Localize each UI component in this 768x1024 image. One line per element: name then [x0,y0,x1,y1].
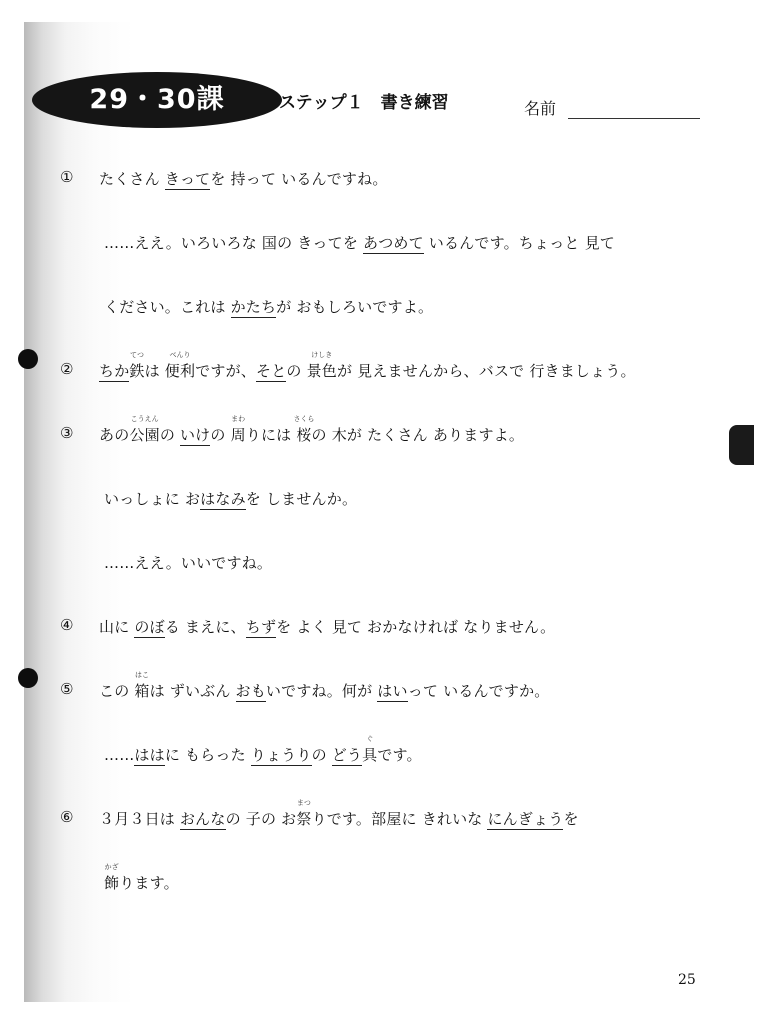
question-number: ① [60,168,74,186]
lesson-title-badge [32,72,282,128]
question-1-line-3 [24,288,754,322]
question-1-line-1 [24,160,754,194]
sentence-text: ……ええ。いいですね。 [104,554,273,572]
sentence-text: ちか鉄 てつ は 便利 べんり ですが、そとの 景色 けしき が 見えませんから、バスで 行きましょう。 [99,351,636,380]
question-number: ⑥ [60,808,74,826]
name-blank-line [568,118,700,119]
sentence-text: この 箱 はこ は ずいぶん おもいですね。何が はいって いるんですか。 [99,671,550,700]
question-3-line-3 [24,544,754,578]
question-6-line-1 [24,800,754,834]
question-3-line-2 [24,480,754,514]
question-number: ③ [60,424,74,442]
sentence-text: 飾 かざ ります。 [104,863,179,892]
question-2-line-1 [24,352,754,386]
sentence-text: いっしょに おはなみを しませんか。 [104,490,358,508]
sentence-text: ……ええ。いろいろな 国の きってを あつめて いるんです。ちょっと 見て [104,234,615,252]
question-number: ④ [60,616,74,634]
name-label: 名前 [524,99,557,118]
question-1-line-2 [24,224,754,258]
sentence-text: ……ははに もらった りょうりの どう具 ぐ です。 [104,735,422,764]
sentence-text: ください。これは かたちが おもしろいですよ。 [104,298,434,316]
question-number: ② [60,360,74,378]
question-5-line-1 [24,672,754,706]
question-5-line-2 [24,736,754,770]
page-number: 25 [678,972,696,988]
sentence-text: 山に のぼる まえに、ちずを よく 見て おかなければ なりません。 [99,618,556,636]
worksheet-page [24,22,754,1002]
lesson-label: 29・30課 [89,84,225,115]
question-3-line-1 [24,416,754,450]
sentence-text: あの公園 こうえん の いけの 周 まわ りには 桜 さくら の 木が たくさん ありますよ。 [99,415,525,444]
question-number: ⑤ [60,680,74,698]
sentence-text: ３月３日は おんなの 子の お祭 まつ りです。部屋に きれいな にんぎょうを [99,799,579,828]
sentence-text: たくさん きってを 持って いるんですね。 [99,170,388,188]
step-title: ステップ１ 書き練習 [279,93,449,113]
question-6-line-2 [24,864,754,898]
question-4-line-1 [24,608,754,642]
